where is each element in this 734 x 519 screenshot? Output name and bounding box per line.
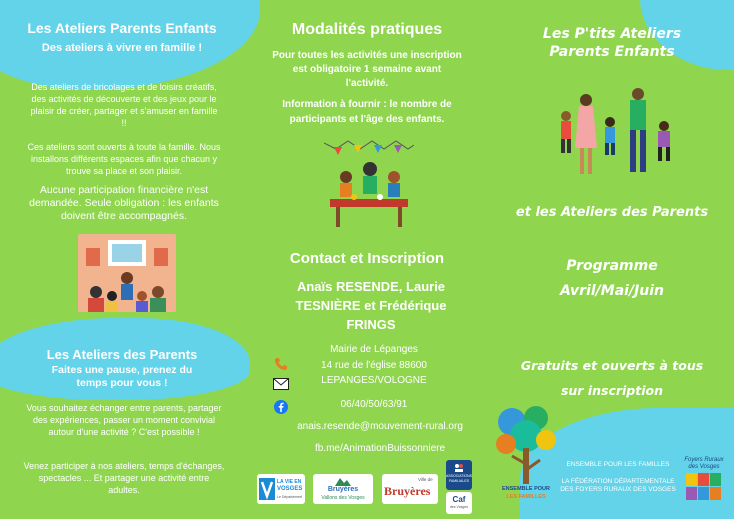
modalites-text-1: Pour toutes les activités une inscription est obligatoire 1 semaine avant l'activité. — [272, 50, 462, 89]
contact-title: Contact et Inscription — [289, 250, 445, 267]
left-column — [0, 0, 244, 519]
bruyeres-logo-line-1: Bruyères — [327, 486, 359, 493]
vosges-v-icon — [259, 478, 275, 500]
contact-phone[interactable]: 06/40/50/63/91 — [340, 399, 408, 410]
contact-names: Anaïs RESENDE, Laurie TESNIÈRE et Frédérique FRINGS — [295, 279, 447, 332]
contact-address-1: Mairie de Lépanges — [330, 344, 418, 355]
vosges-department-logo — [257, 474, 305, 504]
tree-logo-label-2: LES FAMILLES — [506, 494, 546, 500]
contact-address-3: LEPANGES/VOLOGNE — [321, 375, 427, 386]
contact-address-2: 14 rue de l'église 88600 — [321, 360, 427, 371]
tree-logo-label-1: ENSEMBLE POUR — [502, 486, 550, 492]
modalites-title: Modalités pratiques — [291, 21, 443, 38]
left-paragraph-5: Venez participer à nos ateliers, temps d'échanges, spectacles ... Et partager une activité entre adultes. — [23, 461, 225, 495]
facebook-icon — [274, 400, 288, 414]
email-icon — [273, 378, 289, 390]
foyers-ruraux-text: Foyers Ruraux des Vosges — [684, 457, 724, 470]
ville-name: Bruyères — [384, 484, 431, 498]
free-line-2: sur inscription — [560, 383, 664, 398]
modalites-text-2: Information à fournir : le nombre de participants et l'âge des enfants. — [282, 99, 452, 125]
left-title-2: Les Ateliers des Parents — [46, 347, 198, 362]
footer-text-1: ENSEMBLE POUR LES FAMILLES — [566, 461, 670, 468]
workshop-illustration — [78, 234, 176, 312]
left-subtitle-2: Faites une pause, prenez du temps pour vous ! — [51, 364, 193, 389]
left-paragraph-4: Vous souhaitez échanger entre parents, partager des expériences, passer un moment convivial autour d'une activité ? C'est possible ! — [26, 403, 222, 437]
cover-title-line-1: Les P'tits Ateliers — [542, 26, 682, 42]
bruyeres-vallons-logo — [313, 474, 373, 504]
free-line-1: Gratuits et ouverts à tous — [520, 358, 704, 373]
left-paragraph-2: Ces ateliers sont ouverts à toute la famille. Nous installons différents espaces afin que chacun y trouve sa place et son plaisir. — [27, 142, 221, 176]
left-title: Les Ateliers Parents Enfants — [27, 20, 217, 36]
foyers-color-blocks-icon — [686, 473, 722, 501]
vosges-logo-line-3: Le Département — [277, 495, 303, 499]
udaf-line-1: ASSOCIATIONS — [446, 474, 472, 478]
mountain-icon — [335, 476, 351, 486]
caf-logo — [446, 492, 472, 514]
left-paragraph-3: Aucune participation financière n'est demandée. Seule obligation : les enfants doivent être accompagnés. — [29, 184, 219, 222]
middle-column — [244, 0, 490, 519]
left-paragraph-1: Des ateliers de bricolages et de loisirs créatifs, des activités de découverte et des jeux pour le plaisir de créer, partager et s'amuser en famille !! — [30, 82, 218, 128]
left-subtitle: Des ateliers à vivre en famille ! — [41, 42, 203, 54]
ville-prefix: Ville de — [418, 477, 433, 482]
udaf-logo — [446, 460, 472, 490]
contact-facebook[interactable]: fb.me/AnimationBuissonniere — [314, 443, 446, 454]
programme-period: Avril/Mai/Juin — [559, 283, 665, 299]
vosges-logo-line-1: LA VIE EN — [277, 479, 302, 485]
vosges-logo-line-2: VOSGES — [277, 486, 303, 492]
cover-subtitle: et les Ateliers des Parents — [515, 205, 709, 220]
udaf-line-2: FAMILIALES — [448, 479, 470, 483]
family-symbol-icon — [454, 463, 464, 473]
phone-icon — [274, 357, 288, 371]
cover-title-line-2: Parents Enfants — [549, 44, 675, 60]
contact-email[interactable]: anais.resende@mouvement-rural.org — [297, 421, 463, 432]
family-illustration — [552, 86, 682, 178]
crafts-illustration — [324, 137, 414, 229]
ville-bruyeres-logo — [382, 474, 438, 504]
footer-text-2: LA FÉDÉRATION DÉPARTEMENTALE DES FOYERS RURAUX DES VOSGES — [560, 478, 676, 493]
bruyeres-logo-line-2: Vallons des Vosges — [321, 495, 365, 501]
caf-name: Caf — [452, 495, 466, 504]
programme-label: Programme — [566, 258, 658, 274]
caf-sub: des Vosges — [449, 505, 469, 509]
foyers-ruraux-logo — [682, 457, 726, 503]
